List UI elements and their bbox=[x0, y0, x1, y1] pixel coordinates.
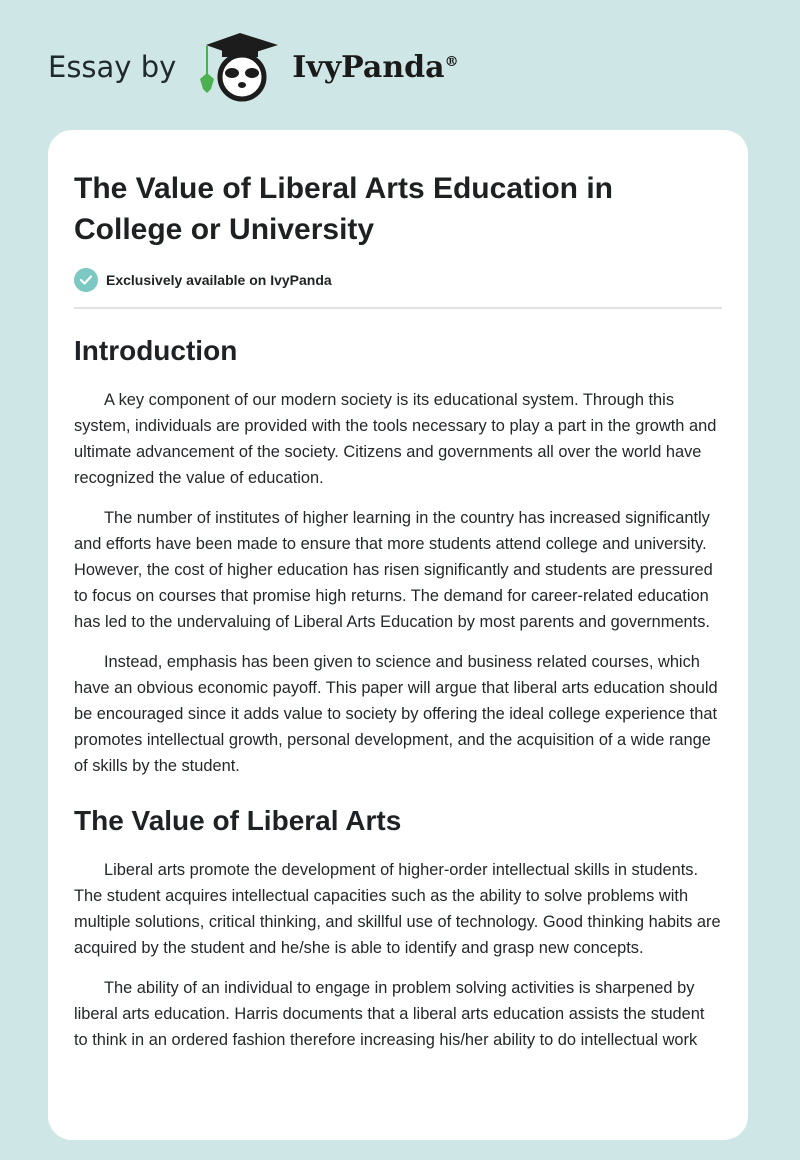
paragraph: Instead, emphasis has been given to science and business related courses, which have an obvious economic payoff. This paper will argue that liberal arts education should be encouraged since it adds value to society by offering the ideal college experience that promotes intellectual growth, personal development, and the acquisition of a wide range of skills by the student. bbox=[74, 653, 718, 775]
essay-card bbox=[48, 130, 748, 1140]
paragraph: Liberal arts promote the development of higher-order intellectual skills in students. The student acquires intellectual capacities such as the ability to solve problems with multiple solutions, critical thinking, and skillful use of technology. Good thinking habits are acquired by the student and he/she is able to identify and grasp new concepts. bbox=[74, 861, 721, 957]
section-heading: The Value of Liberal Arts bbox=[74, 805, 402, 836]
check-icon bbox=[74, 268, 98, 292]
ivypanda-logo-icon[interactable] bbox=[196, 31, 284, 103]
paragraph: The number of institutes of higher learning in the country has increased significantly and efforts have been made to ensure that more students attend college and university. However, the cost of higher education has risen significantly and students are pressured to focus on courses that promise high returns. The demand for career-related education has led to the undervaluing of Liberal Arts Education by most parents and governments. bbox=[74, 509, 713, 631]
paragraph: A key component of our modern society is its educational system. Through this system, individuals are provided with the tools necessary to play a part in the growth and ultimate advancement of the society. Citizens and governments all over the world have recognized the value of education. bbox=[74, 391, 717, 487]
divider bbox=[74, 307, 722, 309]
badge-text: Exclusively available on IvyPanda bbox=[106, 272, 332, 288]
brand-name[interactable] bbox=[292, 50, 458, 85]
registered-mark: ® bbox=[444, 53, 459, 70]
essay-title: The Value of Liberal Arts Education in College or University bbox=[74, 172, 613, 246]
essay-by-label: Essay by bbox=[48, 50, 177, 84]
exclusive-badge bbox=[74, 268, 722, 292]
paragraph: The ability of an individual to engage in problem solving activities is sharpened by liberal arts education. Harris documents that a liberal arts education assists the student to think in an ordered fashion therefore increasing his/her ability to do intellectual work bbox=[74, 979, 705, 1049]
site-header bbox=[48, 36, 459, 98]
brand-text: IvyPanda bbox=[292, 49, 445, 85]
section-heading: Introduction bbox=[74, 335, 238, 366]
